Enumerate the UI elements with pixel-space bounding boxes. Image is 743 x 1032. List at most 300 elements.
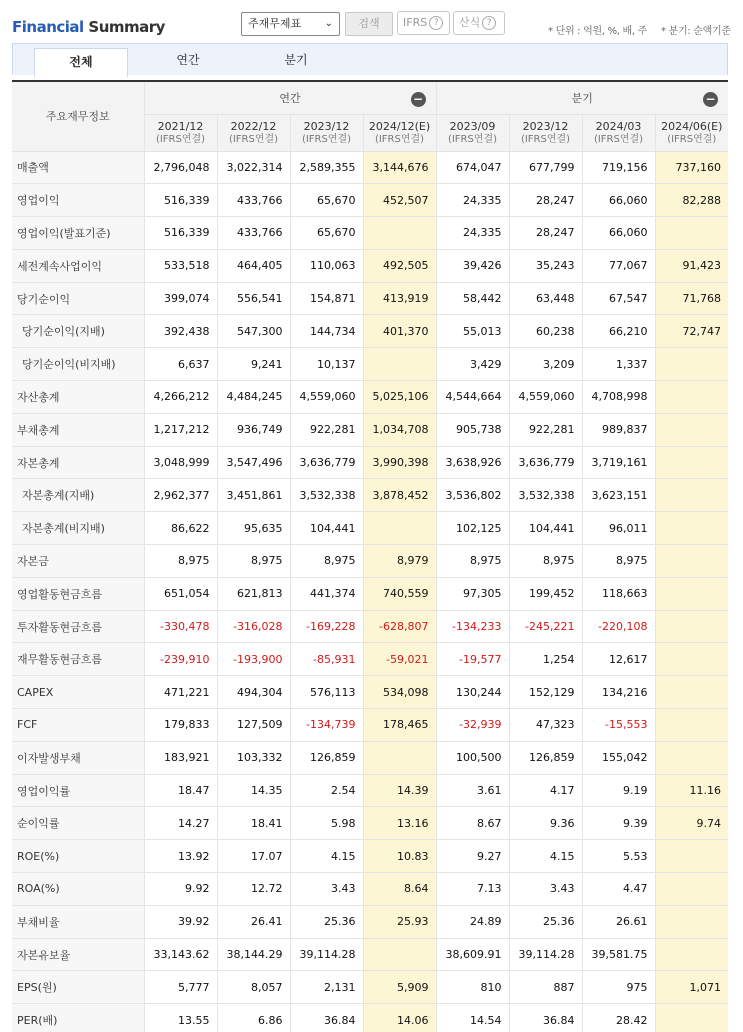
table-cell: 104,441 [509, 512, 582, 545]
table-cell: 5.98 [290, 807, 363, 840]
title-prefix: Financial [12, 18, 84, 36]
row-label[interactable]: 자본총계(비지배) [12, 512, 144, 545]
table-cell: 3,429 [436, 348, 509, 381]
table-cell: 35,243 [509, 249, 582, 282]
table-cell: 95,635 [217, 512, 290, 545]
table-cell: 12,617 [582, 643, 655, 676]
row-label[interactable]: PER(배) [12, 1004, 144, 1032]
table-cell: 8.67 [436, 807, 509, 840]
table-cell: 3.61 [436, 774, 509, 807]
table-cell: 3,719,161 [582, 446, 655, 479]
table-cell: 471,221 [144, 676, 217, 709]
table-cell: 13.16 [363, 807, 436, 840]
tab-all[interactable]: 전체 [34, 48, 128, 77]
table-cell: 60,238 [509, 315, 582, 348]
table-cell: 66,060 [582, 184, 655, 217]
table-cell: 103,332 [217, 741, 290, 774]
table-cell: 8,975 [436, 545, 509, 578]
column-header [436, 114, 509, 151]
row-label[interactable]: 자산총계 [12, 381, 144, 414]
table-cell: 10.83 [363, 840, 436, 873]
column-period: 2024/06(E) [661, 119, 723, 133]
table-cell: 4.47 [582, 873, 655, 906]
table-cell: 39,581.75 [582, 938, 655, 971]
row-label[interactable]: 자본유보율 [12, 938, 144, 971]
statement-type-value: 주재무제표 [248, 17, 302, 30]
table-cell: 674,047 [436, 151, 509, 184]
table-cell: 10,137 [290, 348, 363, 381]
table-row [12, 774, 728, 807]
table-row [12, 348, 728, 381]
row-label[interactable]: 이자발생부채 [12, 741, 144, 774]
table-cell: 975 [582, 971, 655, 1004]
table-cell: 72,747 [655, 315, 728, 348]
table-cell [363, 512, 436, 545]
summary-toolbar [0, 0, 743, 42]
table-cell: -134,739 [290, 709, 363, 742]
table-cell: 36.84 [290, 1004, 363, 1032]
table-cell: 179,833 [144, 709, 217, 742]
table-cell: 533,518 [144, 249, 217, 282]
table-cell [655, 741, 728, 774]
table-cell [363, 741, 436, 774]
row-label[interactable]: 투자활동현금흐름 [12, 610, 144, 643]
table-cell [655, 479, 728, 512]
row-label[interactable]: 재무활동현금흐름 [12, 643, 144, 676]
table-cell: 4.15 [509, 840, 582, 873]
ifrs-label: IFRS [403, 16, 428, 29]
column-header [217, 114, 290, 151]
table-cell: 130,244 [436, 676, 509, 709]
table-cell [655, 446, 728, 479]
table-cell: 110,063 [290, 249, 363, 282]
table-cell: 8,057 [217, 971, 290, 1004]
table-row [12, 643, 728, 676]
table-cell: 3,048,999 [144, 446, 217, 479]
row-label[interactable]: 세전계속사업이익 [12, 249, 144, 282]
column-period: 2023/12 [303, 119, 350, 133]
table-cell: 1,217,212 [144, 413, 217, 446]
table-row [12, 249, 728, 282]
row-label[interactable]: 당기순이익(지배) [12, 315, 144, 348]
table-cell: -220,108 [582, 610, 655, 643]
table-cell: 2.54 [290, 774, 363, 807]
table-cell: 392,438 [144, 315, 217, 348]
table-cell [655, 545, 728, 578]
table-cell: 5,777 [144, 971, 217, 1004]
table-cell: 492,505 [363, 249, 436, 282]
table-cell: 24.89 [436, 905, 509, 938]
table-row [12, 840, 728, 873]
table-cell: -169,228 [290, 610, 363, 643]
table-cell: 2,962,377 [144, 479, 217, 512]
table-row [12, 610, 728, 643]
table-cell: 26.61 [582, 905, 655, 938]
row-label[interactable]: EPS(원) [12, 971, 144, 1004]
help-icon: ? [482, 16, 496, 30]
table-cell: 1,254 [509, 643, 582, 676]
table-cell: 28,247 [509, 217, 582, 250]
row-label[interactable]: 당기순이익 [12, 282, 144, 315]
table-cell: 91,423 [655, 249, 728, 282]
collapse-quarter-icon[interactable]: − [703, 92, 718, 107]
table-row [12, 676, 728, 709]
table-row [12, 938, 728, 971]
table-cell: 2,131 [290, 971, 363, 1004]
tab-annual[interactable]: 연간 [176, 53, 200, 67]
table-cell: 433,766 [217, 217, 290, 250]
column-header [290, 114, 363, 151]
table-cell: 11.16 [655, 774, 728, 807]
column-header [509, 114, 582, 151]
table-cell: 740,559 [363, 577, 436, 610]
table-cell: 102,125 [436, 512, 509, 545]
table-cell: 3,532,338 [509, 479, 582, 512]
table-cell: 9.92 [144, 873, 217, 906]
table-cell: 127,509 [217, 709, 290, 742]
table-cell: 24,335 [436, 217, 509, 250]
table-cell: 2,796,048 [144, 151, 217, 184]
table-cell [655, 905, 728, 938]
table-cell: 38,609.91 [436, 938, 509, 971]
table-cell: 3,990,398 [363, 446, 436, 479]
table-cell: 677,799 [509, 151, 582, 184]
table-row [12, 315, 728, 348]
row-label[interactable]: 영업이익 [12, 184, 144, 217]
table-cell: 118,663 [582, 577, 655, 610]
table-cell: 5,025,106 [363, 381, 436, 414]
column-basis: (IFRS연결) [667, 133, 717, 145]
row-label[interactable]: 부채비율 [12, 905, 144, 938]
quarter-group-header [436, 81, 728, 114]
table-cell: 134,216 [582, 676, 655, 709]
table-cell: 28.42 [582, 1004, 655, 1032]
table-cell: 199,452 [509, 577, 582, 610]
table-cell: 8,975 [217, 545, 290, 578]
table-cell: 4,708,998 [582, 381, 655, 414]
table-cell [655, 512, 728, 545]
table-cell: 4.17 [509, 774, 582, 807]
table-cell: -85,931 [290, 643, 363, 676]
table-cell: 104,441 [290, 512, 363, 545]
column-header [144, 114, 217, 151]
table-cell: 3,623,151 [582, 479, 655, 512]
table-cell: 719,156 [582, 151, 655, 184]
table-cell: 737,160 [655, 151, 728, 184]
table-cell: 8,979 [363, 545, 436, 578]
table-cell: 651,054 [144, 577, 217, 610]
table-cell: 77,067 [582, 249, 655, 282]
help-icon: ? [429, 16, 443, 30]
table-row [12, 282, 728, 315]
table-cell [655, 840, 728, 873]
table-cell: 621,813 [217, 577, 290, 610]
table-cell: 38,144.29 [217, 938, 290, 971]
formula-label: 산식 [459, 16, 481, 29]
table-cell: 1,337 [582, 348, 655, 381]
table-cell: 9,241 [217, 348, 290, 381]
chevron-down-icon: ⌄ [324, 18, 333, 29]
table-cell: 413,919 [363, 282, 436, 315]
table-cell: 464,405 [217, 249, 290, 282]
table-cell: 25.36 [509, 905, 582, 938]
table-cell: 24,335 [436, 184, 509, 217]
unit-note: * 단위 : 억원, %, 배, 주 [548, 26, 648, 37]
column-basis: (IFRS연결) [374, 133, 425, 145]
table-cell: 441,374 [290, 577, 363, 610]
table-cell [655, 217, 728, 250]
table-cell: 183,921 [144, 741, 217, 774]
table-cell: -245,221 [509, 610, 582, 643]
table-cell: -628,807 [363, 610, 436, 643]
row-label[interactable]: 부채총계 [12, 413, 144, 446]
row-label[interactable]: 순이익률 [12, 807, 144, 840]
column-basis: (IFRS연결) [447, 133, 498, 145]
table-cell: -15,553 [582, 709, 655, 742]
table-cell: 126,859 [509, 741, 582, 774]
table-cell: 9.36 [509, 807, 582, 840]
table-cell: 556,541 [217, 282, 290, 315]
table-row [12, 545, 728, 578]
table-cell: 155,042 [582, 741, 655, 774]
table-cell: 3,209 [509, 348, 582, 381]
row-label[interactable]: ROE(%) [12, 840, 144, 873]
table-cell: 65,670 [290, 184, 363, 217]
table-cell: 178,465 [363, 709, 436, 742]
column-basis: (IFRS연결) [593, 133, 644, 145]
table-cell: 126,859 [290, 741, 363, 774]
column-basis: (IFRS연결) [228, 133, 279, 145]
table-cell: 14.06 [363, 1004, 436, 1032]
table-cell: 1,034,708 [363, 413, 436, 446]
table-cell: 534,098 [363, 676, 436, 709]
table-cell: 905,738 [436, 413, 509, 446]
table-cell [655, 1004, 728, 1032]
table-cell: 8,975 [509, 545, 582, 578]
table-cell: 18.47 [144, 774, 217, 807]
table-cell [363, 348, 436, 381]
table-cell: 66,210 [582, 315, 655, 348]
table-cell: 17.07 [217, 840, 290, 873]
tab-quarter[interactable]: 분기 [284, 53, 308, 67]
row-label[interactable]: 자본총계(지배) [12, 479, 144, 512]
column-period: 2021/12 [157, 119, 204, 133]
quarter-note: * 분기: 순액기준 [661, 26, 731, 37]
table-cell [655, 577, 728, 610]
table-cell: 14.54 [436, 1004, 509, 1032]
table-cell: 6.86 [217, 1004, 290, 1032]
table-cell [655, 873, 728, 906]
table-cell: 3,451,861 [217, 479, 290, 512]
table-cell: 6,637 [144, 348, 217, 381]
table-row [12, 413, 728, 446]
table-cell: 4,559,060 [509, 381, 582, 414]
table-cell: -193,900 [217, 643, 290, 676]
table-cell: 100,500 [436, 741, 509, 774]
table-cell: 4,559,060 [290, 381, 363, 414]
row-label[interactable]: 영업활동현금흐름 [12, 577, 144, 610]
row-label[interactable]: 당기순이익(비지배) [12, 348, 144, 381]
table-cell: 810 [436, 971, 509, 1004]
table-cell: 4,544,664 [436, 381, 509, 414]
table-row [12, 381, 728, 414]
row-label[interactable]: 영업이익(발표기준) [12, 217, 144, 250]
table-row [12, 873, 728, 906]
column-period: 2023/09 [449, 119, 496, 133]
table-cell: 3,638,926 [436, 446, 509, 479]
table-cell: 4.15 [290, 840, 363, 873]
search-button[interactable]: 검색 [345, 12, 393, 36]
table-row [12, 479, 728, 512]
table-cell: -239,910 [144, 643, 217, 676]
row-label[interactable]: ROA(%) [12, 873, 144, 906]
row-label[interactable]: 자본금 [12, 545, 144, 578]
table-cell: 144,734 [290, 315, 363, 348]
table-cell: 936,749 [217, 413, 290, 446]
column-period: 2022/12 [230, 119, 277, 133]
column-header [363, 114, 436, 151]
formula-help-button[interactable] [453, 11, 505, 35]
table-cell: 433,766 [217, 184, 290, 217]
table-cell: 39,114.28 [509, 938, 582, 971]
table-cell: 8,975 [582, 545, 655, 578]
table-cell: 14.27 [144, 807, 217, 840]
table-cell [655, 643, 728, 676]
table-cell: 39,114.28 [290, 938, 363, 971]
period-tabs [12, 43, 728, 75]
ifrs-help-button[interactable] [397, 11, 450, 35]
table-cell: 71,768 [655, 282, 728, 315]
table-row [12, 1004, 728, 1032]
table-cell [655, 413, 728, 446]
table-cell: 9.39 [582, 807, 655, 840]
table-cell: 36.84 [509, 1004, 582, 1032]
table-cell: 26.41 [217, 905, 290, 938]
column-basis: (IFRS연결) [155, 133, 206, 145]
column-basis: (IFRS연결) [520, 133, 571, 145]
table-cell: 39.92 [144, 905, 217, 938]
table-cell: 154,871 [290, 282, 363, 315]
column-period: 2023/12 [522, 119, 569, 133]
table-row [12, 217, 728, 250]
table-cell: -134,233 [436, 610, 509, 643]
annual-group-label: 연간 [279, 91, 301, 105]
table-cell: 1,071 [655, 971, 728, 1004]
table-cell: 25.93 [363, 905, 436, 938]
table-cell: 14.39 [363, 774, 436, 807]
table-cell: 67,547 [582, 282, 655, 315]
table-cell: -316,028 [217, 610, 290, 643]
table-cell: 7.13 [436, 873, 509, 906]
row-label[interactable]: 자본총계 [12, 446, 144, 479]
table-cell [363, 938, 436, 971]
table-cell: -19,577 [436, 643, 509, 676]
row-label[interactable]: FCF [12, 709, 144, 742]
table-cell: 4,484,245 [217, 381, 290, 414]
table-cell: 18.41 [217, 807, 290, 840]
table-row [12, 905, 728, 938]
table-row [12, 446, 728, 479]
title-suffix: Summary [88, 18, 165, 36]
table-cell: 8,975 [290, 545, 363, 578]
table-cell: 3,144,676 [363, 151, 436, 184]
table-cell: 3,878,452 [363, 479, 436, 512]
table-cell: 5.53 [582, 840, 655, 873]
table-cell: 13.55 [144, 1004, 217, 1032]
table-cell: 13.92 [144, 840, 217, 873]
table-cell: 887 [509, 971, 582, 1004]
table-cell: 58,442 [436, 282, 509, 315]
table-cell [655, 676, 728, 709]
column-basis: (IFRS연결) [301, 133, 352, 145]
table-cell: 516,339 [144, 217, 217, 250]
corner-header: 주요재무정보 [12, 81, 144, 151]
table-row [12, 741, 728, 774]
table-cell [655, 610, 728, 643]
table-cell: 3,022,314 [217, 151, 290, 184]
table-cell: 8.64 [363, 873, 436, 906]
column-header [655, 114, 728, 151]
table-cell: 9.27 [436, 840, 509, 873]
table-cell: 9.74 [655, 807, 728, 840]
table-cell: 3,547,496 [217, 446, 290, 479]
table-cell: 399,074 [144, 282, 217, 315]
table-cell: 494,304 [217, 676, 290, 709]
table-row [12, 807, 728, 840]
annual-group-header [144, 81, 436, 114]
table-cell [655, 381, 728, 414]
statement-type-select[interactable] [241, 12, 340, 36]
table-row [12, 971, 728, 1004]
row-label[interactable]: CAPEX [12, 676, 144, 709]
row-label[interactable]: 영업이익률 [12, 774, 144, 807]
table-cell: 516,339 [144, 184, 217, 217]
table-cell: 3,636,779 [509, 446, 582, 479]
table-cell: 3.43 [290, 873, 363, 906]
table-cell: 9.19 [582, 774, 655, 807]
collapse-annual-icon[interactable]: − [411, 92, 426, 107]
table-row [12, 184, 728, 217]
table-cell: 989,837 [582, 413, 655, 446]
table-cell [655, 348, 728, 381]
table-cell [655, 709, 728, 742]
table-cell: 96,011 [582, 512, 655, 545]
column-period: 2024/03 [595, 119, 642, 133]
table-cell: 401,370 [363, 315, 436, 348]
column-period: 2024/12(E) [368, 119, 431, 133]
table-cell: 33,143.62 [144, 938, 217, 971]
table-cell: 66,060 [582, 217, 655, 250]
table-cell: 5,909 [363, 971, 436, 1004]
table-cell: 152,129 [509, 676, 582, 709]
table-cell: 3,636,779 [290, 446, 363, 479]
table-row [12, 709, 728, 742]
quarter-group-label: 분기 [571, 91, 593, 105]
row-label[interactable]: 매출액 [12, 151, 144, 184]
table-cell: 25.36 [290, 905, 363, 938]
table-cell: 8,975 [144, 545, 217, 578]
table-cell: 452,507 [363, 184, 436, 217]
table-cell [363, 217, 436, 250]
table-cell: 47,323 [509, 709, 582, 742]
table-cell: 922,281 [509, 413, 582, 446]
table-cell: 63,448 [509, 282, 582, 315]
table-cell: -32,939 [436, 709, 509, 742]
table-cell: 3.43 [509, 873, 582, 906]
table-cell: -330,478 [144, 610, 217, 643]
table-cell: 12.72 [217, 873, 290, 906]
table-cell: 86,622 [144, 512, 217, 545]
